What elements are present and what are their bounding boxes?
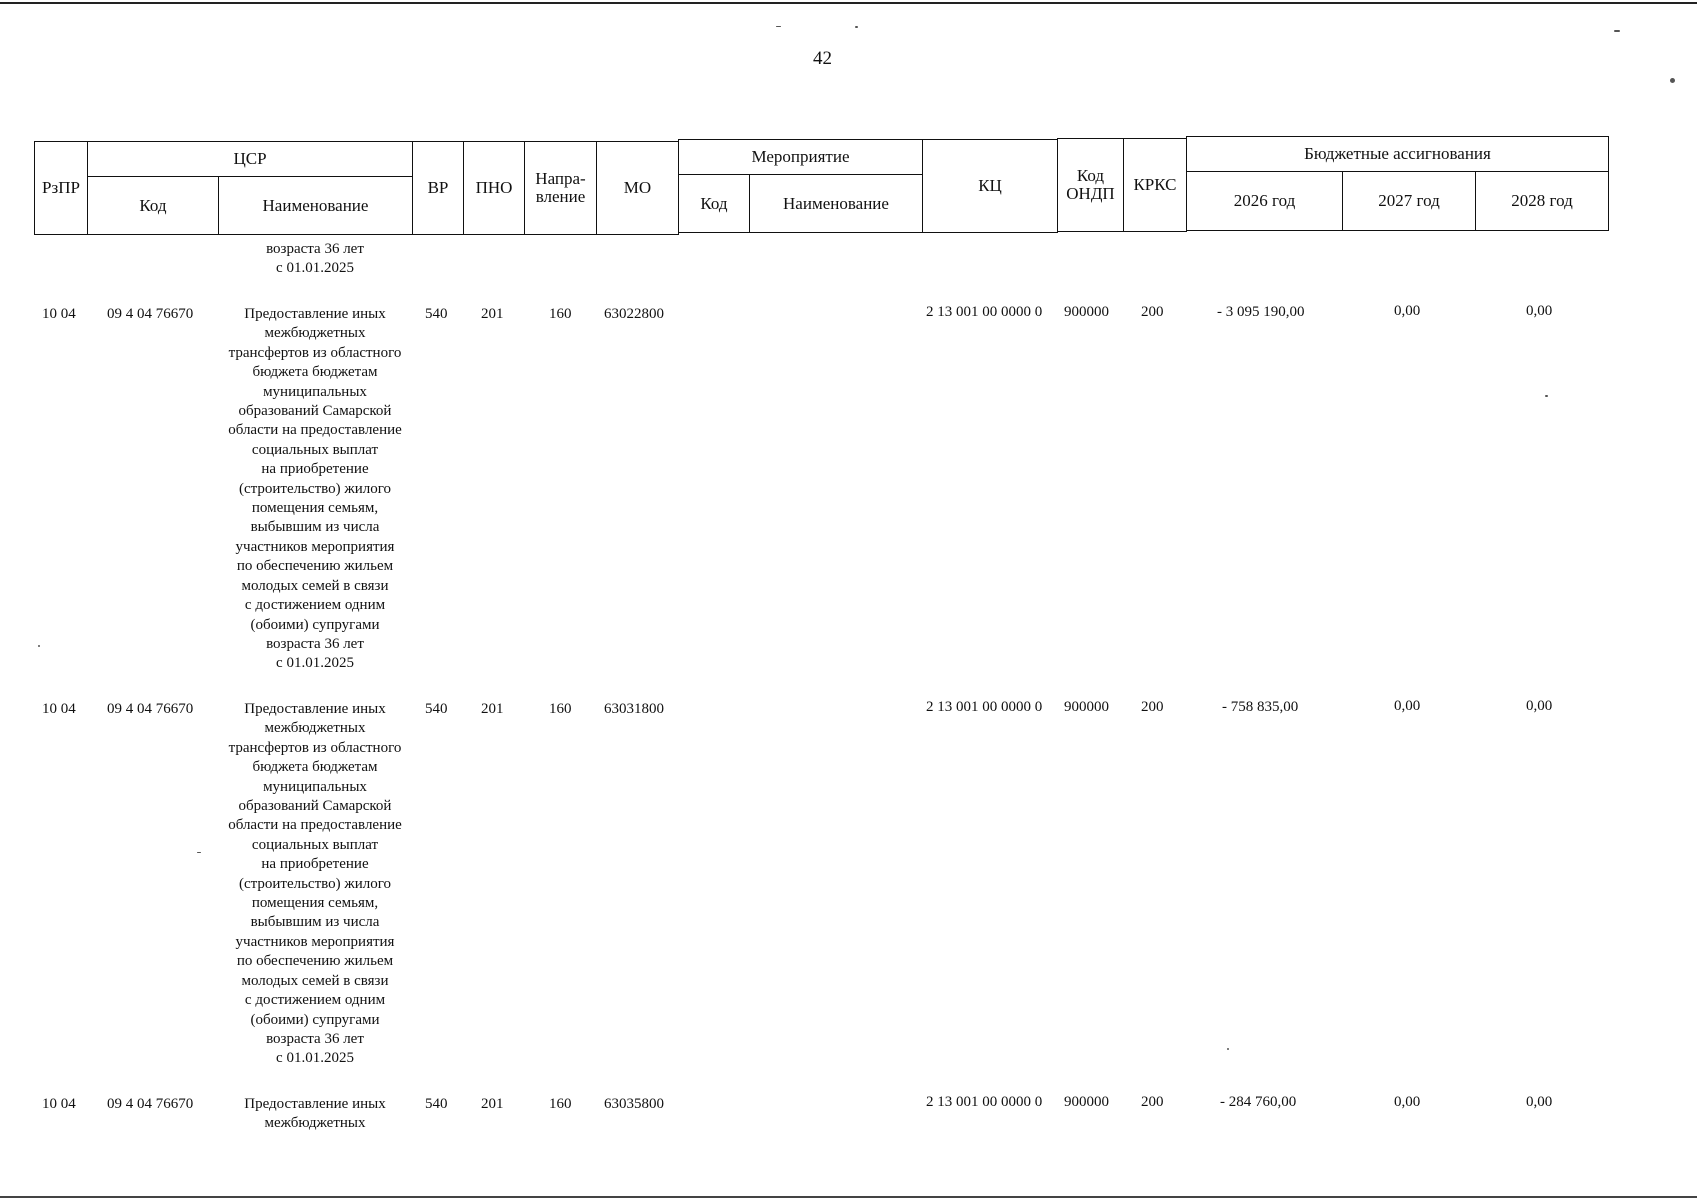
cell-direction: 160	[549, 701, 572, 717]
cell-rzpr: 10 04	[42, 306, 76, 322]
header-event-name: Наименование	[749, 174, 923, 233]
header-krks: КРКС	[1123, 138, 1187, 232]
cell-2028: 0,00	[1526, 1094, 1553, 1110]
cell-csr-code: 09 4 04 76670	[107, 1096, 194, 1112]
cell-vr: 540	[425, 306, 448, 322]
cell-2027: 0,00	[1394, 1094, 1421, 1110]
cell-pno: 201	[481, 701, 504, 717]
cell-mo: 63035800	[604, 1096, 664, 1112]
header-event-code: Код	[678, 174, 750, 233]
scan-speck	[197, 852, 201, 853]
cell-2028: 0,00	[1526, 698, 1553, 714]
cell-2026: - 3 095 190,00	[1217, 304, 1305, 320]
cell-rzpr: 10 04	[42, 701, 76, 717]
cell-direction: 160	[549, 306, 572, 322]
cell-2027: 0,00	[1394, 303, 1421, 319]
header-vr: ВР	[412, 141, 464, 235]
cell-kc: 2 13 001 00 0000 0	[926, 699, 1043, 715]
cell-vr: 540	[425, 701, 448, 717]
cell-kc: 2 13 001 00 0000 0	[926, 1094, 1043, 1110]
cell-krks: 200	[1141, 1094, 1164, 1110]
scan-speck	[855, 26, 858, 28]
cell-mo: 63031800	[604, 701, 664, 717]
header-2028: 2028 год	[1475, 171, 1609, 231]
header-csr-code: Код	[87, 176, 219, 235]
cell-direction: 160	[549, 1096, 572, 1112]
scan-speck	[1614, 30, 1620, 32]
header-csr: ЦСР	[87, 141, 413, 177]
cell-ondp: 900000	[1064, 304, 1109, 320]
cell-ondp: 900000	[1064, 1094, 1109, 1110]
scan-speck	[776, 26, 781, 27]
header-2027: 2027 год	[1342, 171, 1476, 231]
header-budget: Бюджетные ассигнования	[1186, 136, 1609, 172]
header-2026: 2026 год	[1186, 171, 1343, 231]
header-direction: Напра- вление	[524, 141, 597, 235]
cell-name: Предоставление иных межбюджетных	[244, 1096, 386, 1132]
cell-krks: 200	[1141, 699, 1164, 715]
header-pno: ПНО	[463, 141, 525, 235]
header-ondp: Код ОНДП	[1057, 138, 1124, 232]
scan-speck	[1227, 1048, 1229, 1050]
scan-speck	[1545, 395, 1548, 397]
page-number: 42	[813, 48, 832, 69]
cell-ondp: 900000	[1064, 699, 1109, 715]
cell-krks: 200	[1141, 304, 1164, 320]
cell-2028: 0,00	[1526, 303, 1553, 319]
cell-kc: 2 13 001 00 0000 0	[926, 304, 1043, 320]
cell-2027: 0,00	[1394, 698, 1421, 714]
cell-name: Предоставление иных межбюджетных трансфертов из областного бюджета бюджетам муниципальных образований Самарской области на предоставление социальных выплат на приобретение (строительство) жилого помещения семьям, выбывшим из числа участников мероприятия по обеспечению жильем молодых семей в связи с достижением одним (обоими) супругами возраста 36 лет с 01.01.2025	[228, 701, 402, 1067]
cell-pno: 201	[481, 1096, 504, 1112]
cell-vr: 540	[425, 1096, 448, 1112]
scan-speck	[38, 645, 40, 647]
cell-name: Предоставление иных межбюджетных трансфертов из областного бюджета бюджетам муниципальных образований Самарской области на предоставление социальных выплат на приобретение (строительство) жилого помещения семьям, выбывшим из числа участников мероприятия по обеспечению жильем молодых семей в связи с достижением одним (обоими) супругами возраста 36 лет с 01.01.2025	[228, 306, 402, 672]
header-kc: КЦ	[922, 139, 1058, 233]
header-rzpr: РзПР	[34, 141, 88, 235]
bottom-border-line	[0, 1196, 1697, 1198]
header-mo: МО	[596, 141, 679, 235]
cell-rzpr: 10 04	[42, 1096, 76, 1112]
cell-csr-code: 09 4 04 76670	[107, 306, 194, 322]
continuation-text: возраста 36 лет с 01.01.2025	[266, 241, 364, 277]
cell-csr-code: 09 4 04 76670	[107, 701, 194, 717]
scan-speck	[1670, 78, 1675, 83]
top-border-line	[0, 2, 1697, 4]
header-csr-name: Наименование	[218, 176, 413, 235]
cell-mo: 63022800	[604, 306, 664, 322]
header-event: Мероприятие	[678, 139, 923, 175]
cell-2026: - 284 760,00	[1220, 1094, 1297, 1110]
cell-2026: - 758 835,00	[1222, 699, 1299, 715]
cell-pno: 201	[481, 306, 504, 322]
